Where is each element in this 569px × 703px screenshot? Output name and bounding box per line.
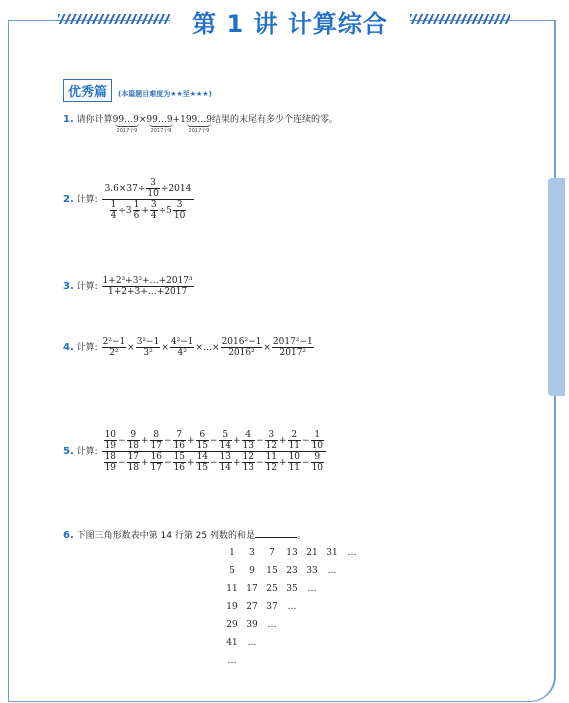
table-cell: 23 — [286, 566, 298, 576]
problem-4: 4. 计算: $\frac{\text{2²−1}}{\text{2²}}$ × $\frac{\text{3²−1}}{\text{3²}}$ × $\frac{\text{4²−1}}{\text{4²}}$ ×…× $\frac{\text{2016²−1}}{\text{2016²}}$ × $\frac{\text{2017²−1}}{\text{2017²}}$ — [63, 337, 313, 358]
fraction: $\frac{10}{11}$ — [288, 452, 301, 473]
operator: − — [164, 436, 172, 446]
operator: + — [187, 458, 195, 468]
problem-text: 结果的末尾有多少个连续的零。 — [212, 115, 339, 125]
fraction: $\frac{5}{14}$ — [219, 430, 232, 451]
header — [0, 0, 569, 40]
operator: + — [141, 436, 149, 446]
fraction: $\frac{9}{18}$ — [127, 430, 140, 451]
table-cell: 35 — [286, 584, 298, 594]
operator: + — [141, 458, 149, 468]
table-row — [222, 656, 362, 674]
table-cell: 31 — [326, 548, 338, 558]
table-row — [222, 620, 362, 638]
operator: − — [302, 436, 310, 446]
fraction: $\frac{13}{14}$ — [219, 452, 232, 473]
problem-3 — [63, 276, 195, 297]
table-cell: … — [247, 638, 257, 648]
problem-label: 计算: — [76, 195, 98, 205]
fraction: $\frac{12}{13}$ — [242, 452, 255, 473]
table-cell: … — [267, 620, 277, 630]
fraction: $\frac{7}{16}$ — [173, 430, 186, 451]
table-cell: 19 — [226, 602, 238, 612]
table-cell: 5 — [229, 566, 235, 576]
problem-expression: 99…9×99…9+199…9 — [112, 115, 212, 125]
fraction: $\frac{\text{3²−1}}{\text{3²}}$ — [136, 337, 160, 358]
operator: + — [187, 436, 195, 446]
fraction: $\frac{11}{12}$ — [265, 452, 278, 473]
fraction: $\frac{10}{19}$ — [104, 430, 117, 451]
problem-number: 4. — [63, 342, 74, 353]
table-cell: 39 — [246, 620, 258, 630]
problem-label: 计算: — [76, 343, 98, 353]
problem-label: 计算: — [76, 282, 98, 292]
table-cell: 27 — [246, 602, 258, 612]
problem-2 — [63, 178, 195, 221]
operator: − — [118, 436, 126, 446]
table-row — [222, 548, 362, 566]
table-cell: 1 — [229, 548, 235, 558]
title-hatch-left — [58, 14, 170, 24]
triangle-number-table — [222, 548, 362, 674]
fraction: $\frac{2}{11}$ — [288, 430, 301, 451]
table-cell: … — [287, 602, 297, 612]
table-row — [222, 602, 362, 620]
table-cell: 29 — [226, 620, 238, 630]
fraction: $\frac{9}{10}$ — [311, 452, 324, 473]
title-hatch-right — [410, 14, 510, 24]
table-cell: … — [307, 584, 317, 594]
fraction: $\frac{1}{10}$ — [311, 430, 324, 451]
brace-label: 2017个9 — [185, 123, 213, 134]
problem-number: 6. — [63, 530, 74, 541]
problem-number: 3. — [63, 281, 74, 292]
operator: − — [256, 436, 264, 446]
table-cell: 41 — [226, 638, 238, 648]
fraction: $\frac{16}{17}$ — [150, 452, 163, 473]
table-row — [222, 638, 362, 656]
problem-number: 5. — [63, 446, 74, 457]
table-cell: 25 — [266, 584, 278, 594]
operator: + — [233, 436, 241, 446]
fraction: $\frac{4}{13}$ — [242, 430, 255, 451]
table-cell: 15 — [266, 566, 278, 576]
table-row — [222, 566, 362, 584]
brace-label: 2017个9 — [113, 123, 141, 134]
operator: − — [256, 458, 264, 468]
fraction: $\frac{\text{2017²−1}}{\text{2017²}}$ — [272, 337, 313, 358]
table-cell: 17 — [246, 584, 258, 594]
fraction: $\frac{\text{1+2³+3³+…+2017³}}{1+2+3+\dots+2017}$ — [102, 276, 193, 297]
operator: + — [233, 458, 241, 468]
big-fraction — [102, 430, 326, 473]
fraction: $\frac{14}{15}$ — [196, 452, 209, 473]
fraction: $\frac{6}{15}$ — [196, 430, 209, 451]
fraction: $\frac{15}{16}$ — [173, 452, 186, 473]
table-cell: 9 — [249, 566, 255, 576]
big-fraction: 3.6×37÷ $\frac{3}{10}$ ÷2014 $\frac{1}{4}$ ÷3 $\frac{1}{6}$ + $\frac{3}{4}$ ÷5 $\frac{3}{10}$ — [102, 178, 195, 221]
table-cell: 7 — [269, 548, 275, 558]
table-cell: 21 — [306, 548, 318, 558]
problem-number: 1. — [63, 114, 74, 125]
problem-text: 下图三角形数表中第 14 行第 25 列数的和是 — [76, 531, 255, 541]
table-cell: 33 — [306, 566, 318, 576]
operator: − — [210, 458, 218, 468]
operator: − — [210, 436, 218, 446]
difficulty-note: (本篇题目难度为★★至★★★) — [118, 90, 212, 98]
fraction: $\frac{\text{2016²−1}}{\text{2016²}}$ — [221, 337, 262, 358]
table-cell: 37 — [266, 602, 278, 612]
fraction: $\frac{\text{4²−1}}{\text{4²}}$ — [170, 337, 194, 358]
fraction: $\frac{17}{18}$ — [127, 452, 140, 473]
side-tab — [548, 178, 565, 396]
operator: − — [302, 458, 310, 468]
table-cell: … — [227, 656, 237, 666]
operator: + — [279, 436, 287, 446]
fraction: $\frac{8}{17}$ — [150, 430, 163, 451]
problem-text: 请你计算 — [76, 115, 113, 125]
problem-label: 计算: — [76, 447, 98, 457]
fraction: $\frac{\text{2²−1}}{\text{2²}}$ — [102, 337, 126, 358]
operator: − — [164, 458, 172, 468]
table-cell: 3 — [249, 548, 255, 558]
table-row — [222, 584, 362, 602]
table-cell: 11 — [226, 584, 238, 594]
brace-label: 2017个9 — [147, 123, 175, 134]
fraction: $\frac{18}{19}$ — [104, 452, 117, 473]
problem-5 — [63, 430, 327, 473]
section-badge: 优秀篇 — [63, 79, 112, 102]
operator: − — [118, 458, 126, 468]
table-cell: … — [327, 566, 337, 576]
fraction: $\frac{3}{12}$ — [265, 430, 278, 451]
table-cell: 13 — [286, 548, 298, 558]
operator: + — [279, 458, 287, 468]
table-cell: … — [347, 548, 357, 558]
problem-number: 2. — [63, 194, 74, 205]
answer-blank[interactable] — [255, 537, 297, 538]
page-title: 第 1 讲 计算综合 — [170, 4, 410, 39]
problem-6: 6. 下图三角形数表中第 14 行第 25 列数的和是 。 — [63, 530, 307, 541]
